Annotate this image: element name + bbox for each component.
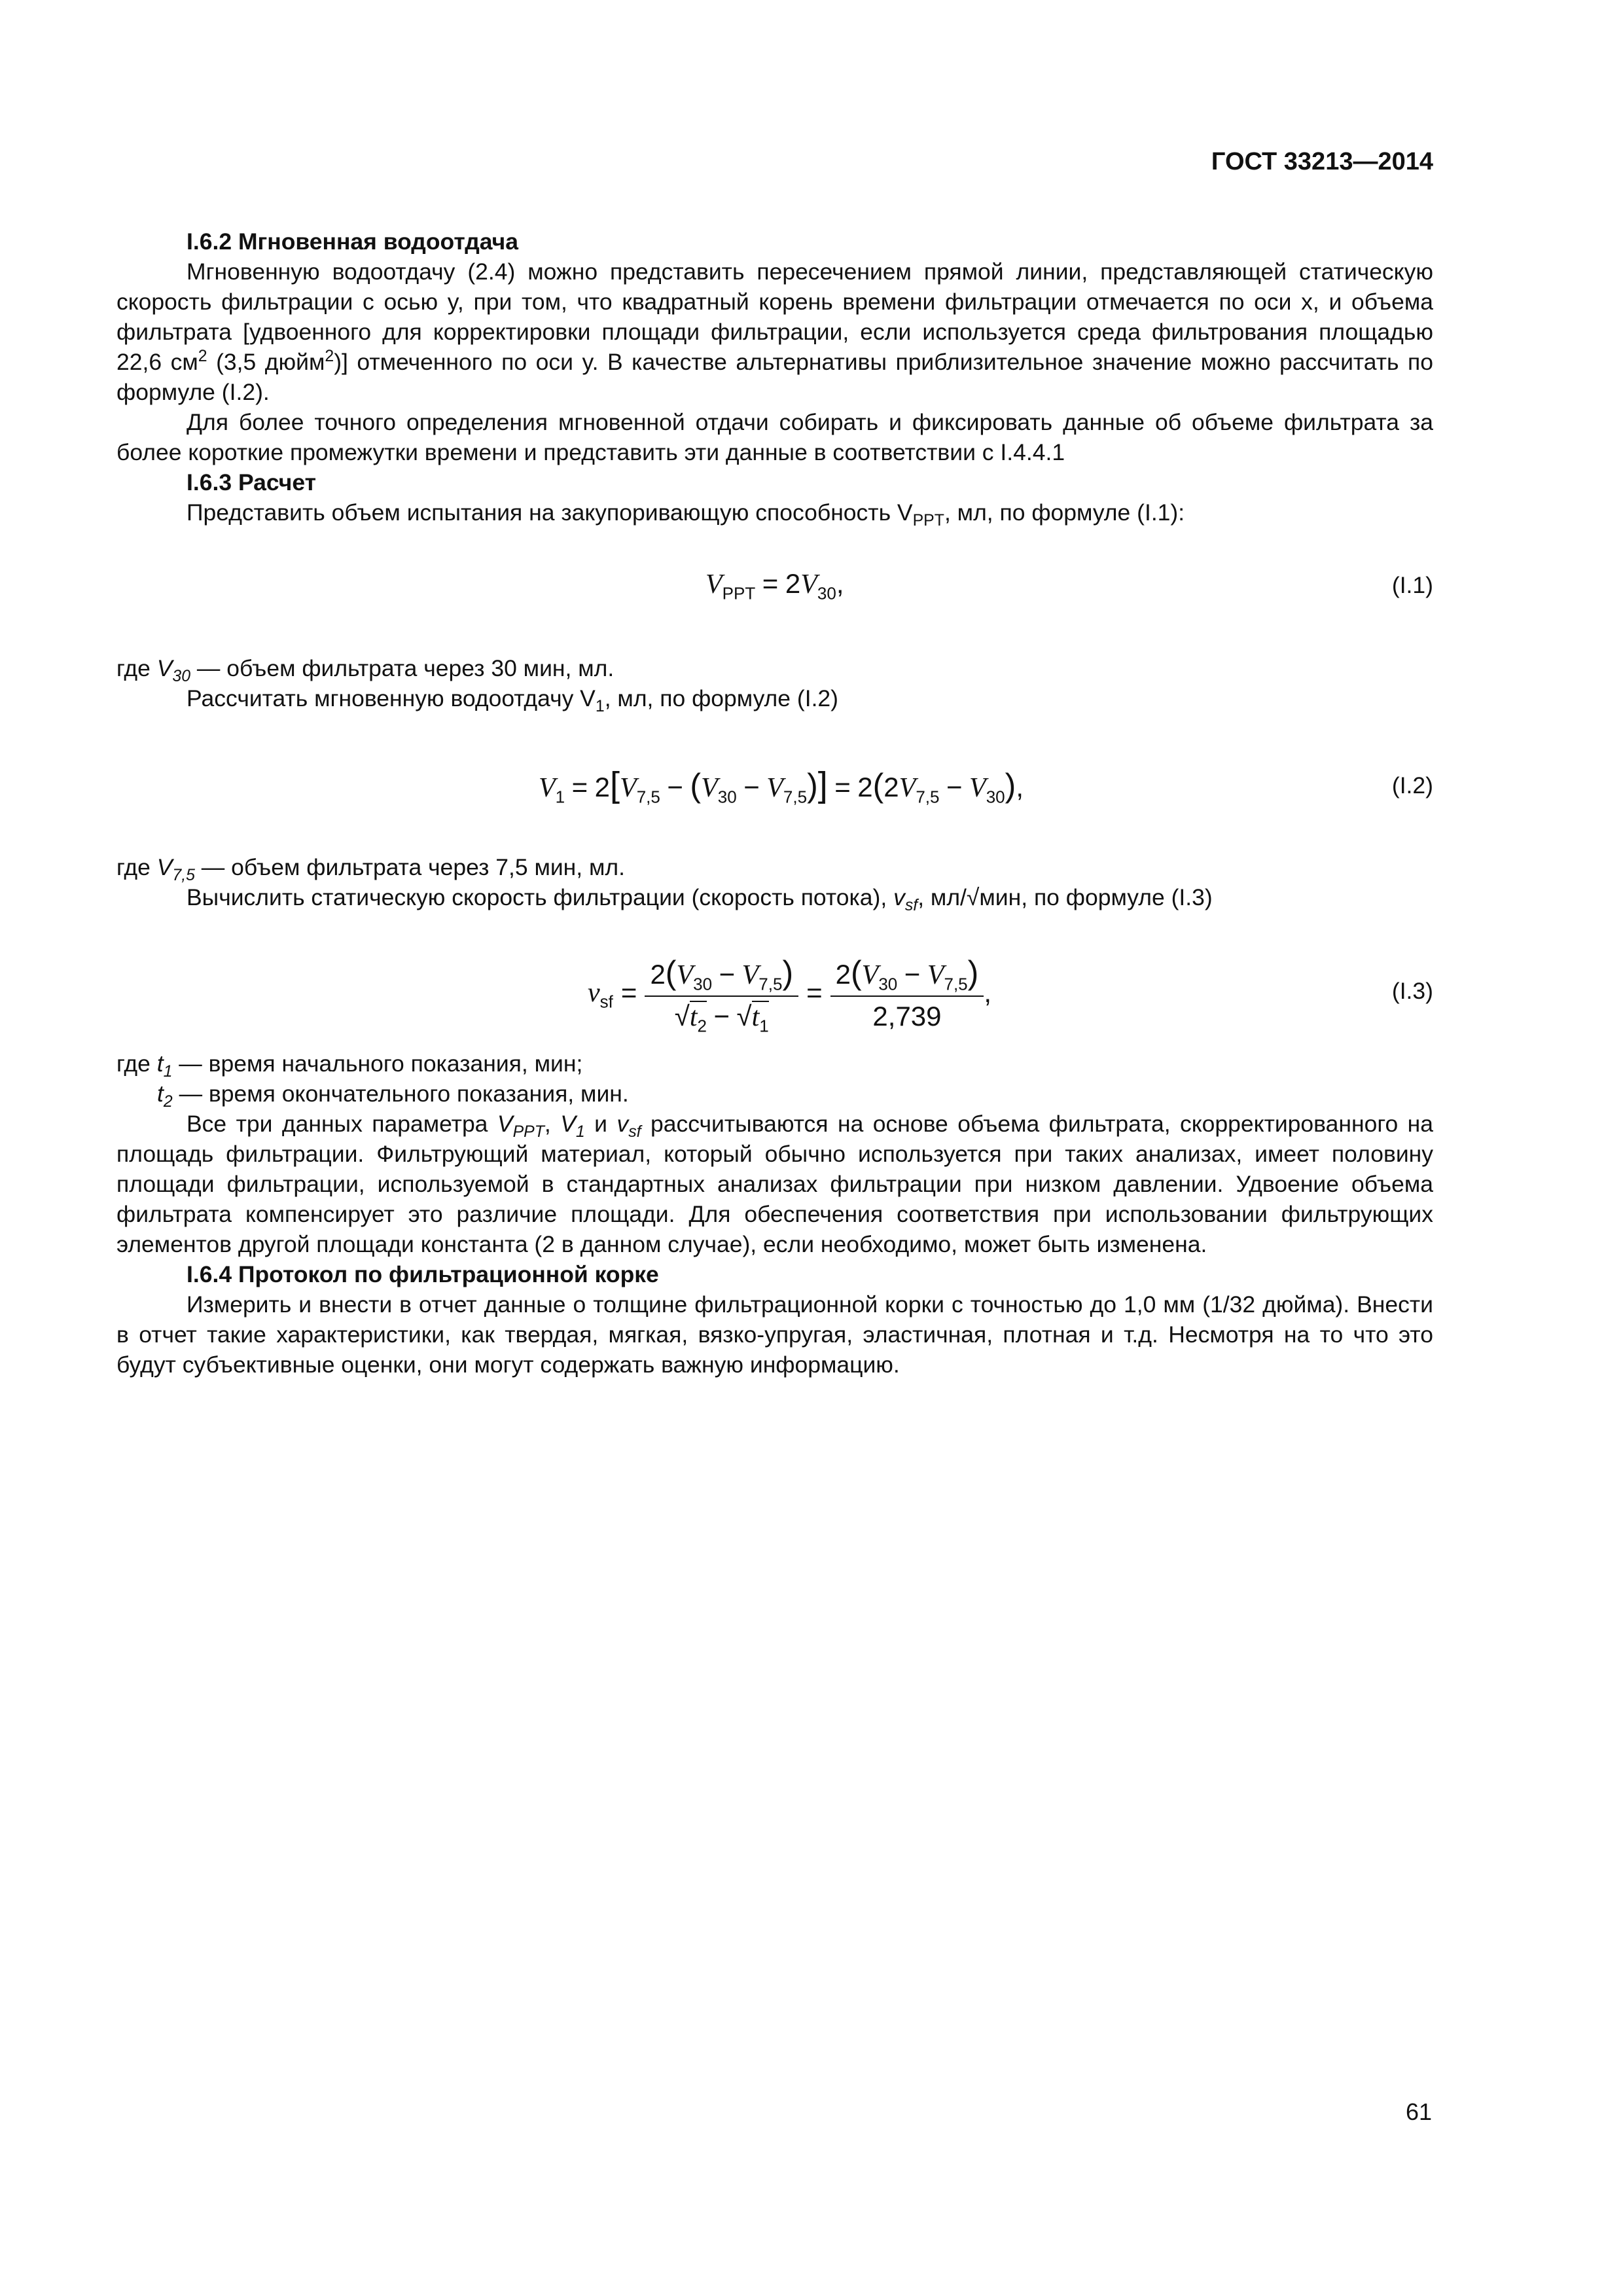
definition: $t_2$ — время окончательного показания, мин.	[157, 1081, 629, 1111]
page-number: 61	[1406, 2098, 1433, 2125]
definition: где $t_1$ — время начального показания, мин;	[116, 1050, 583, 1081]
denominator-value: 2,739	[872, 1001, 942, 1031]
section-title: I.6.2 Мгновенная водоотдача	[187, 228, 518, 255]
paragraph: Представить объем испытания на закупоривающую способность $V_{PPT}$, мл, по формуле (I.1):	[187, 499, 1185, 530]
definition: где $V_{30}$ — объем фильтрата через 30 мин, мл.	[116, 655, 615, 686]
equation-1: $V_{PPT} = 2V_{30}$, (I.1)	[705, 568, 1433, 603]
text-block	[116, 653, 1433, 716]
definition: где $V_{7,5}$ — объем фильтрата через 7,5 мин, мл.	[116, 854, 626, 885]
paragraph: Измерить и внести в отчет данные о толщине фильтрационной корки с точностью до 1,0 мм (1/32 дюйма). Внести в отчет такие характеристики, как твердая, мягкая, вязко-упругая, эластичная, плотная и т.д. Несмотря на то что это будут субъективные оценки, они могут содержать важную информацию.	[116, 1291, 1433, 1378]
text-block	[116, 852, 1433, 915]
equation-number: (I.1)	[1391, 572, 1433, 598]
paragraph: Мгновенную водоотдачу (2.4) можно представить пересечением прямой линии, представляющей статическую скорость фильтрации с осью y, при том, что квадратный корень времени фильтрации отмечается по оси x, и объема фильтрата [удвоенного для корректировки площади фильтрации, если используется среда фильтрования площадью 22,6 $см^2$ (3,5 дюйм$^2$)] отмеченного по оси y. В качестве альтернативы приблизительное значение можно рассчитать по формуле (I.2).	[116, 259, 1433, 405]
equation-3: $v_{sf}$ = $\frac{2(V_{30} - V_{7,5})}{√t_2 - √t_1}$ = $\frac{2(V_{30} - V_{7,5})}{2,739}$ , (I.3)	[588, 954, 1433, 1035]
equation-2: $V_1 = 2[V_{7,5} - (V_{30} - V_{7,5})] = 2(2V_{7,5} - V_{30})$, (I.2)	[539, 765, 1433, 807]
section-6-2	[116, 226, 1433, 528]
paragraph: Для более точного определения мгновенной отдачи собирать и фиксировать данные об объеме фильтрата за более короткие промежутки времени и представить эти данные в соответствии с I.4.4.1	[116, 409, 1433, 465]
equation-number: (I.2)	[1391, 772, 1433, 798]
section-title: I.6.4 Протокол по фильтрационной корке	[187, 1261, 659, 1287]
text-block	[116, 1049, 1433, 1380]
paragraph: Вычислить статическую скорость фильтрации (скорость потока), $v_{sf}$, мл/√мин, по формуле (I.3)	[187, 884, 1213, 915]
paragraph: Рассчитать мгновенную водоотдачу $V_1$, мл, по формуле (I.2)	[187, 685, 838, 716]
equation-number: (I.3)	[1391, 978, 1433, 1004]
document-header: ГОСТ 33213—2014	[1211, 148, 1433, 175]
paragraph: Все три данных параметра $V_{PPT}$, $V_1$ и $v_{sf}$ рассчитываются на основе объема фильтрата, скорректированного на площадь фильтрации. Фильтрующий материал, который обычно используется при таких анализах, имеет половину площади фильтрации, используемой в стандартных анализах фильтрации при низком давлении. Удвоение объема фильтрата компенсирует это различие площади. Для обеспечения соответствия при использовании фильтрующих элементов другой площади константа (2 в данном случае), если необходимо, может быть изменена.	[116, 1111, 1434, 1257]
section-title: I.6.3 Расчет	[187, 469, 316, 495]
